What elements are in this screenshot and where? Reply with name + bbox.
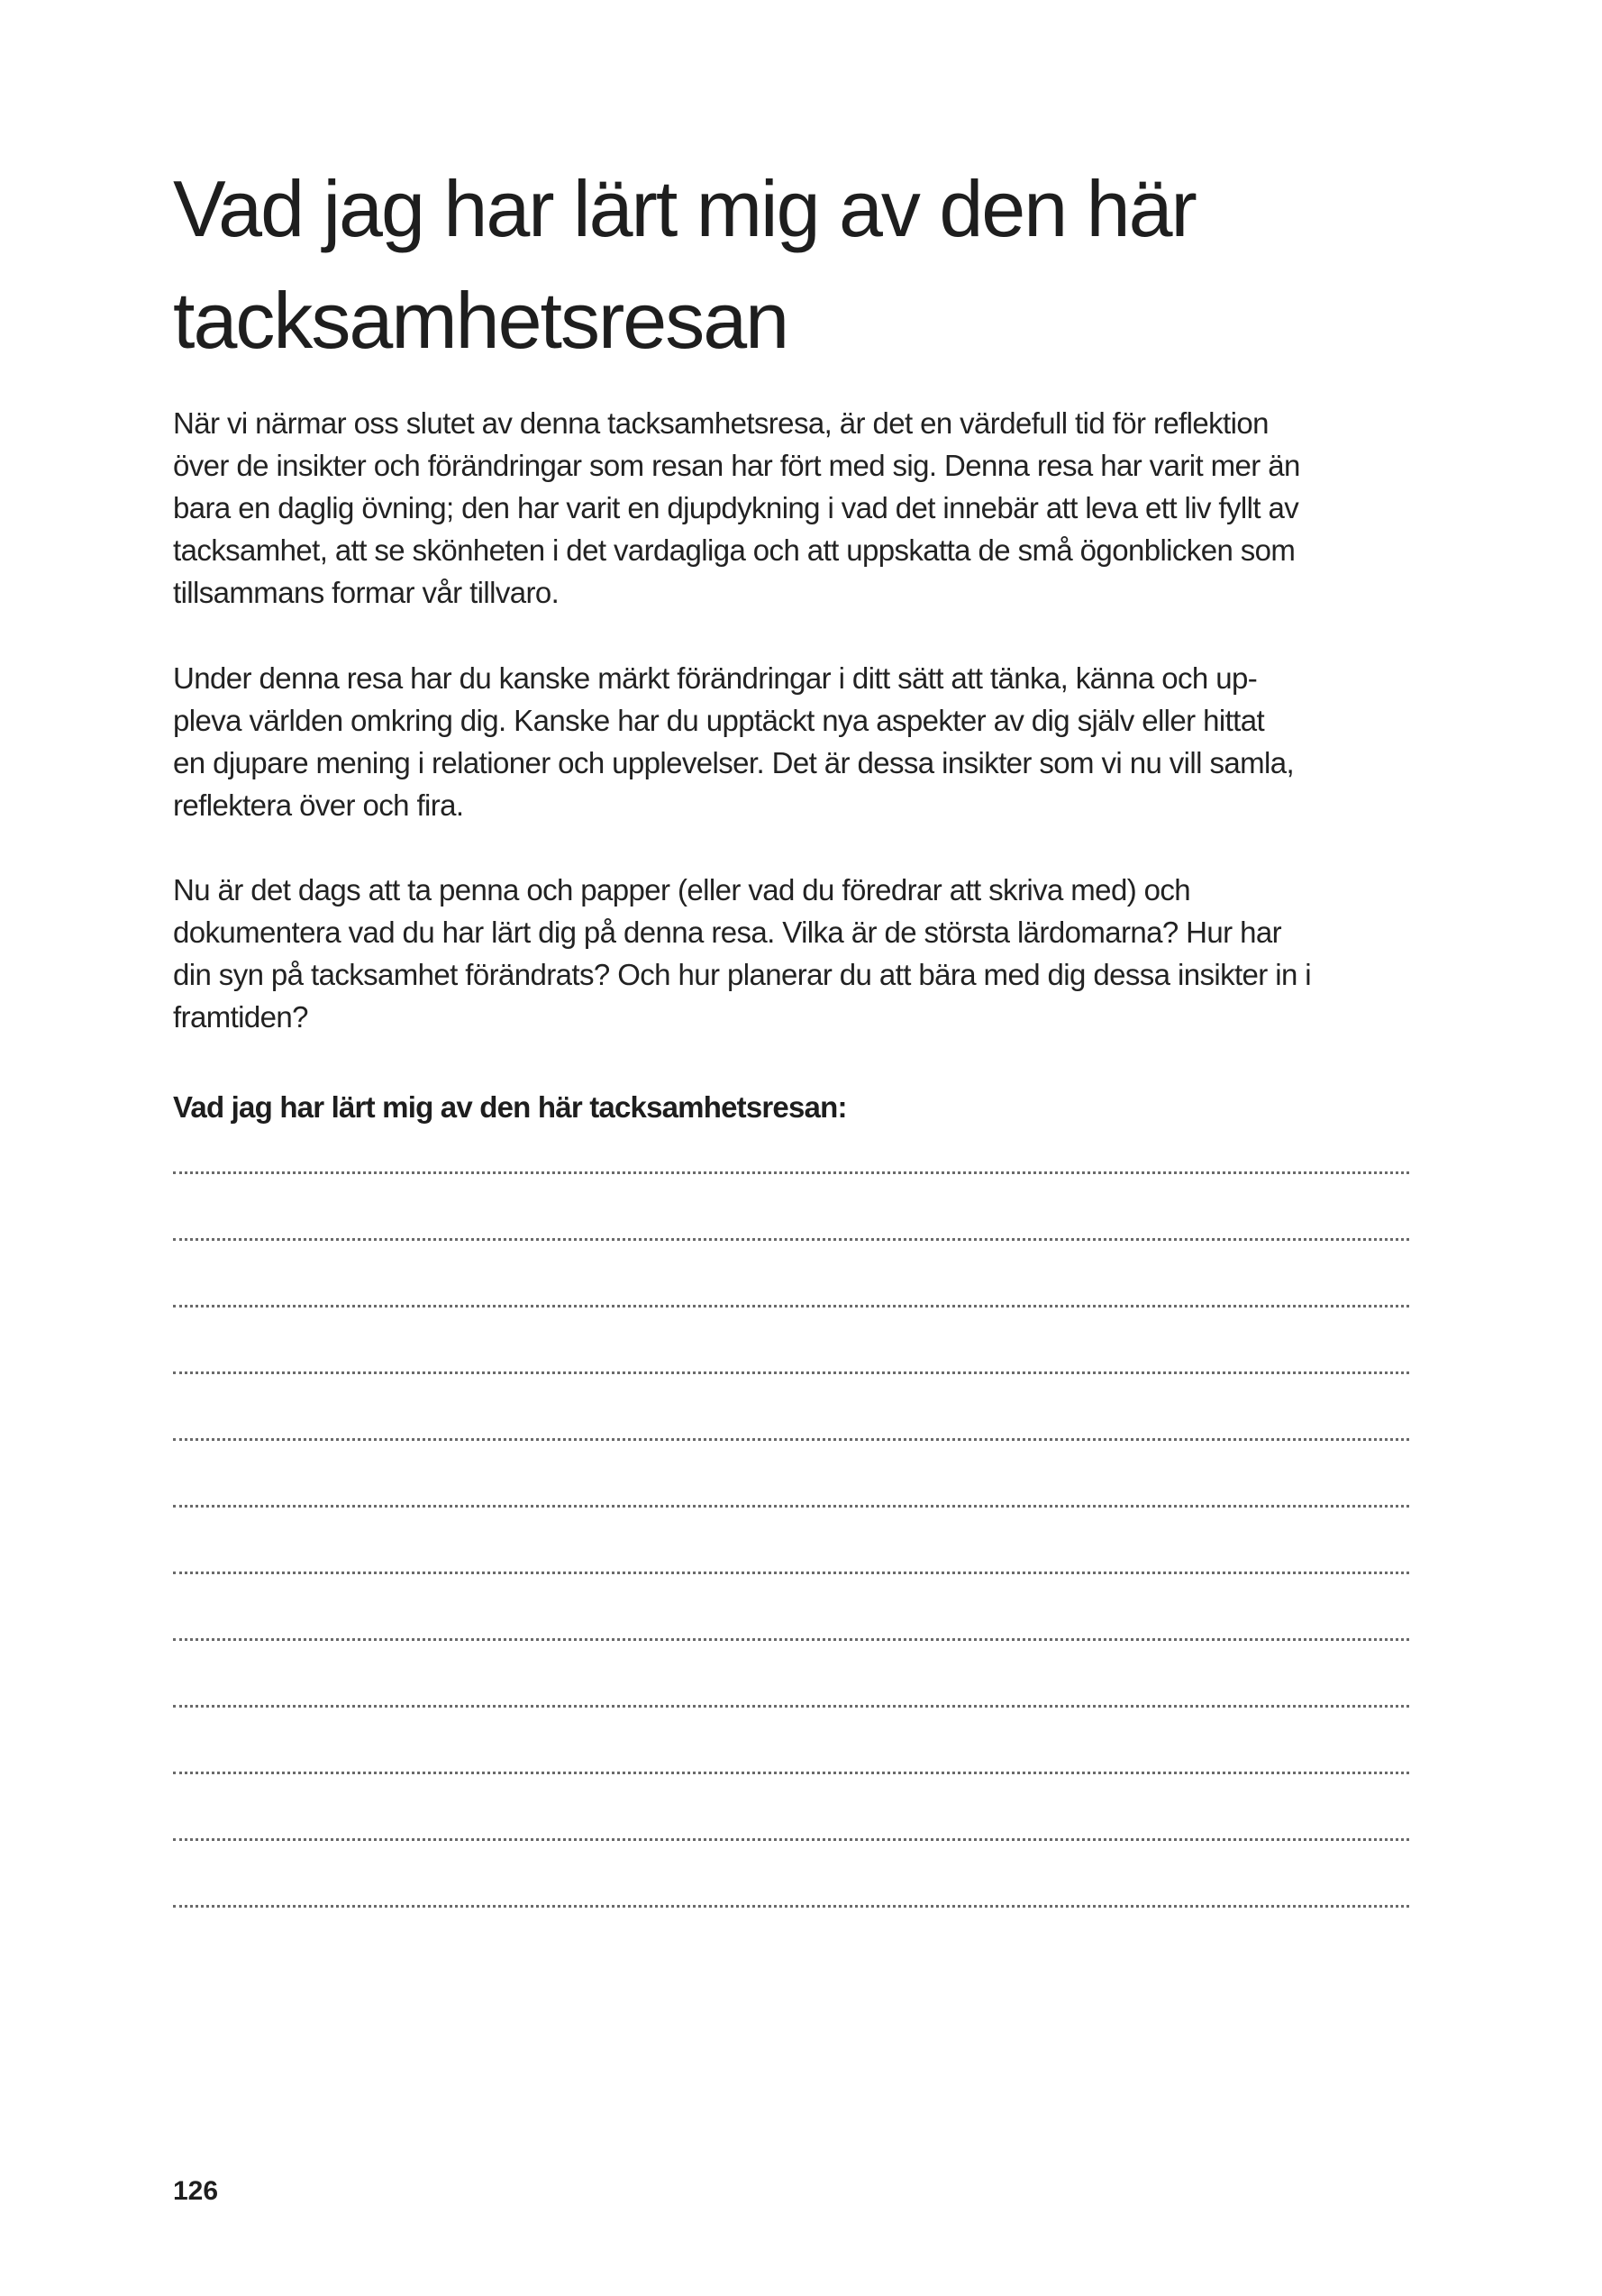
paragraph-line: När vi närmar oss slutet av denna tacksamhetsresa, är det en värdefull tid för reflektion [173,406,1269,440]
paragraph-line: bara en daglig övning; den har varit en djupdykning i vad det innebär att leva ett liv fyllt av [173,491,1299,524]
writing-line[interactable] [173,1772,1409,1774]
writing-line[interactable] [173,1238,1409,1241]
instructions-paragraph [173,869,1434,1038]
writing-line[interactable] [173,1838,1409,1841]
paragraph-line: reflektera över och fira. [173,788,464,822]
title-line: tacksamhetsresan [173,276,788,365]
paragraph-line: Nu är det dags att ta penna och papper (eller vad du föredrar att skriva med) och [173,873,1191,907]
paragraph-line: Under denna resa har du kanske märkt förändringar i ditt sätt att tänka, känna och up- [173,661,1258,695]
changes-paragraph [173,657,1434,826]
paragraph-line: dokumentera vad du har lärt dig på denna resa. Vilka är de största lärdomarna? Hur har [173,916,1282,949]
writing-prompt-label: Vad jag har lärt mig av den här tacksamhetsresan: [173,1090,847,1124]
page-number: 126 [173,2176,219,2206]
paragraph-line: tillsammans formar vår tillvaro. [173,576,560,609]
paragraph-line: pleva världen omkring dig. Kanske har du upptäckt nya aspekter av dig själv eller hittat [173,704,1265,737]
paragraph-line: framtiden? [173,1000,308,1034]
writing-line[interactable] [173,1171,1409,1174]
paragraph-line: din syn på tacksamhet förändrats? Och hur planerar du att bära med dig dessa insikter in i [173,958,1312,991]
paragraph-line: en djupare mening i relationer och upplevelser. Det är dessa insikter som vi nu vill samla, [173,746,1295,779]
writing-line[interactable] [173,1305,1409,1307]
writing-line[interactable] [173,1905,1409,1908]
writing-line[interactable] [173,1705,1409,1708]
paragraph-line: tacksamhet, att se skönheten i det vardagliga och att uppskatta de små ögonblicken som [173,533,1296,567]
intro-paragraph [173,402,1434,614]
writing-line[interactable] [173,1438,1409,1441]
writing-line[interactable] [173,1572,1409,1574]
paragraph-line: över de insikter och förändringar som resan har fört med sig. Denna resa har varit mer än [173,449,1300,482]
page-title [173,153,1434,377]
title-line: Vad jag har lärt mig av den här [173,164,1196,253]
writing-line[interactable] [173,1505,1409,1508]
writing-line[interactable] [173,1371,1409,1374]
writing-line[interactable] [173,1638,1409,1641]
